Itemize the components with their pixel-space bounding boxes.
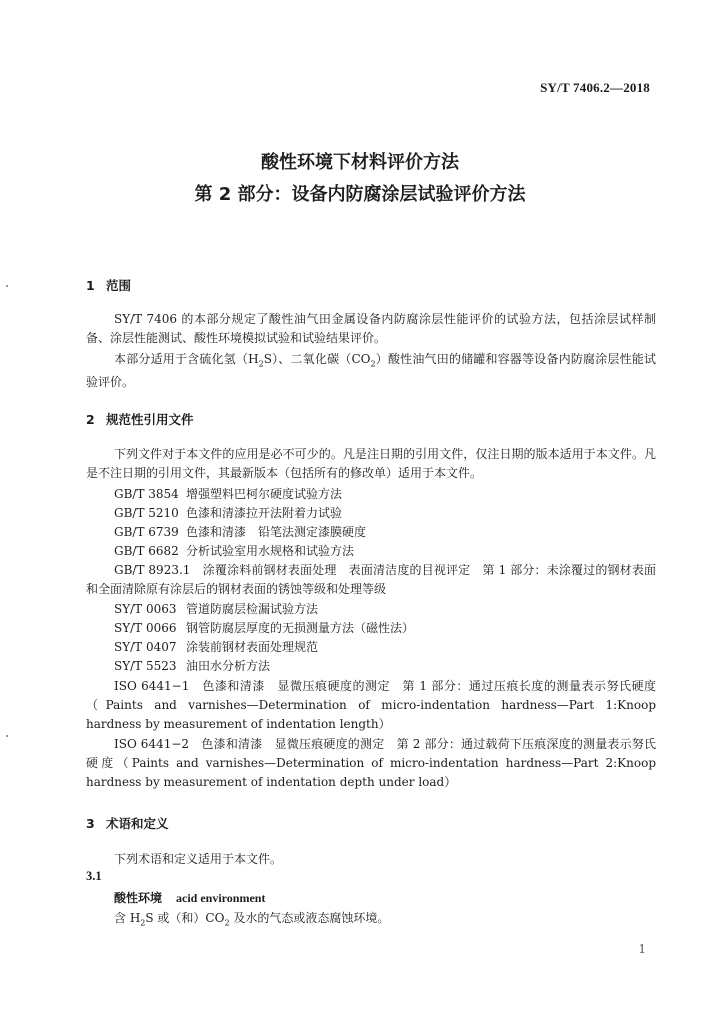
reference-item: SY/T 0407 涂装前钢材表面处理规范 bbox=[114, 640, 319, 654]
reference-item: SY/T 0063 管道防腐层检漏试验方法 bbox=[114, 602, 319, 616]
reference-item: GB/T 6682 分析试验室用水规格和试验方法 bbox=[114, 544, 355, 558]
reference-item: GB/T 3854 增强塑料巴柯尔硬度试验方法 bbox=[114, 487, 343, 501]
reference-item-iso-6441-2: ISO 6441−2 色漆和清漆 显微压痕硬度的测定 第 2 部分：通过载荷下压痕深度的测量表示努氏硬度（Paints and varnishes—Determination of micro-indentation hardness—Part 2:Knoop hardness by measurement of indentation depth under load） bbox=[86, 737, 656, 789]
reference-item: GB/T 5210 色漆和清漆拉开法附着力试验 bbox=[114, 506, 343, 520]
section-2-heading bbox=[86, 410, 194, 428]
term-english: acid environment bbox=[176, 891, 266, 905]
section-3-heading bbox=[86, 814, 169, 832]
reference-item-gbt-8923: GB/T 8923.1 涂覆涂料前钢材表面处理 表面清洁度的目视评定 第 1 部分：未涂覆过的钢材表面和全面清除原有涂层后的钢材表面的锈蚀等级和处理等级 bbox=[86, 563, 656, 596]
section-3-intro: 下列术语和定义适用于本文件。 bbox=[114, 852, 283, 866]
clause-number: 3.1 bbox=[86, 869, 102, 883]
term-chinese: 酸性环境 bbox=[114, 891, 163, 905]
section-1-paragraph-2: 本部分适用于含硫化氢$(H_2S)$、二氧化碳$(CO_2)$酸性油气田的储罐和容器等设备内防腐涂层性能试验评价。 bbox=[86, 352, 656, 390]
section-1-heading bbox=[86, 276, 131, 294]
section-2-intro: 下列文件对于本文件的应用是必不可少的。凡是注日期的引用文件，仅注日期的版本适用于本文件。凡是不注日期的引用文件，其最新版本（包括所有的修改单）适用于本文件。 bbox=[86, 447, 656, 480]
reference-item: GB/T 6739 色漆和清漆 铅笔法测定漆膜硬度 bbox=[114, 525, 367, 539]
section-1-paragraph-1: SY/T 7406 的本部分规定了酸性油气田金属设备内防腐涂层性能评价的试验方法，包括涂层试样制备、涂层性能测试、酸性环境模拟试验和试验结果评价。 bbox=[86, 312, 656, 345]
section-number: 2 bbox=[86, 412, 95, 427]
document-title: 酸性环境下材料评价方法 bbox=[261, 152, 459, 173]
section-number: 3 bbox=[86, 816, 95, 831]
scan-speck bbox=[6, 735, 8, 737]
section-title: 术语和定义 bbox=[106, 816, 169, 831]
term-entry bbox=[114, 889, 265, 906]
section-title: 范围 bbox=[106, 278, 132, 293]
scan-speck bbox=[6, 285, 8, 287]
term-definition: 含 $H_2S$ 或（和）$CO_2$ 及水的气态或液态腐蚀环境。 bbox=[114, 911, 390, 928]
reference-item: SY/T 0066 钢管防腐层厚度的无损测量方法（磁性法） bbox=[114, 621, 415, 635]
section-number: 1 bbox=[86, 278, 95, 293]
page-number: 1 bbox=[638, 942, 646, 956]
document-subtitle: 第 2 部分：设备内防腐涂层试验评价方法 bbox=[194, 184, 526, 205]
reference-item: SY/T 5523 油田水分析方法 bbox=[114, 659, 271, 673]
standard-code: SY/T 7406.2—2018 bbox=[540, 80, 650, 95]
section-title: 规范性引用文件 bbox=[106, 412, 194, 427]
reference-item-iso-6441-1: ISO 6441−1 色漆和清漆 显微压痕硬度的测定 第 1 部分：通过压痕长度的测量表示努氏硬度（Paints and varnishes—Determination of micro-indentation hardness—Part 1:Knoop hardness by measurement of indentation length） bbox=[86, 679, 656, 731]
